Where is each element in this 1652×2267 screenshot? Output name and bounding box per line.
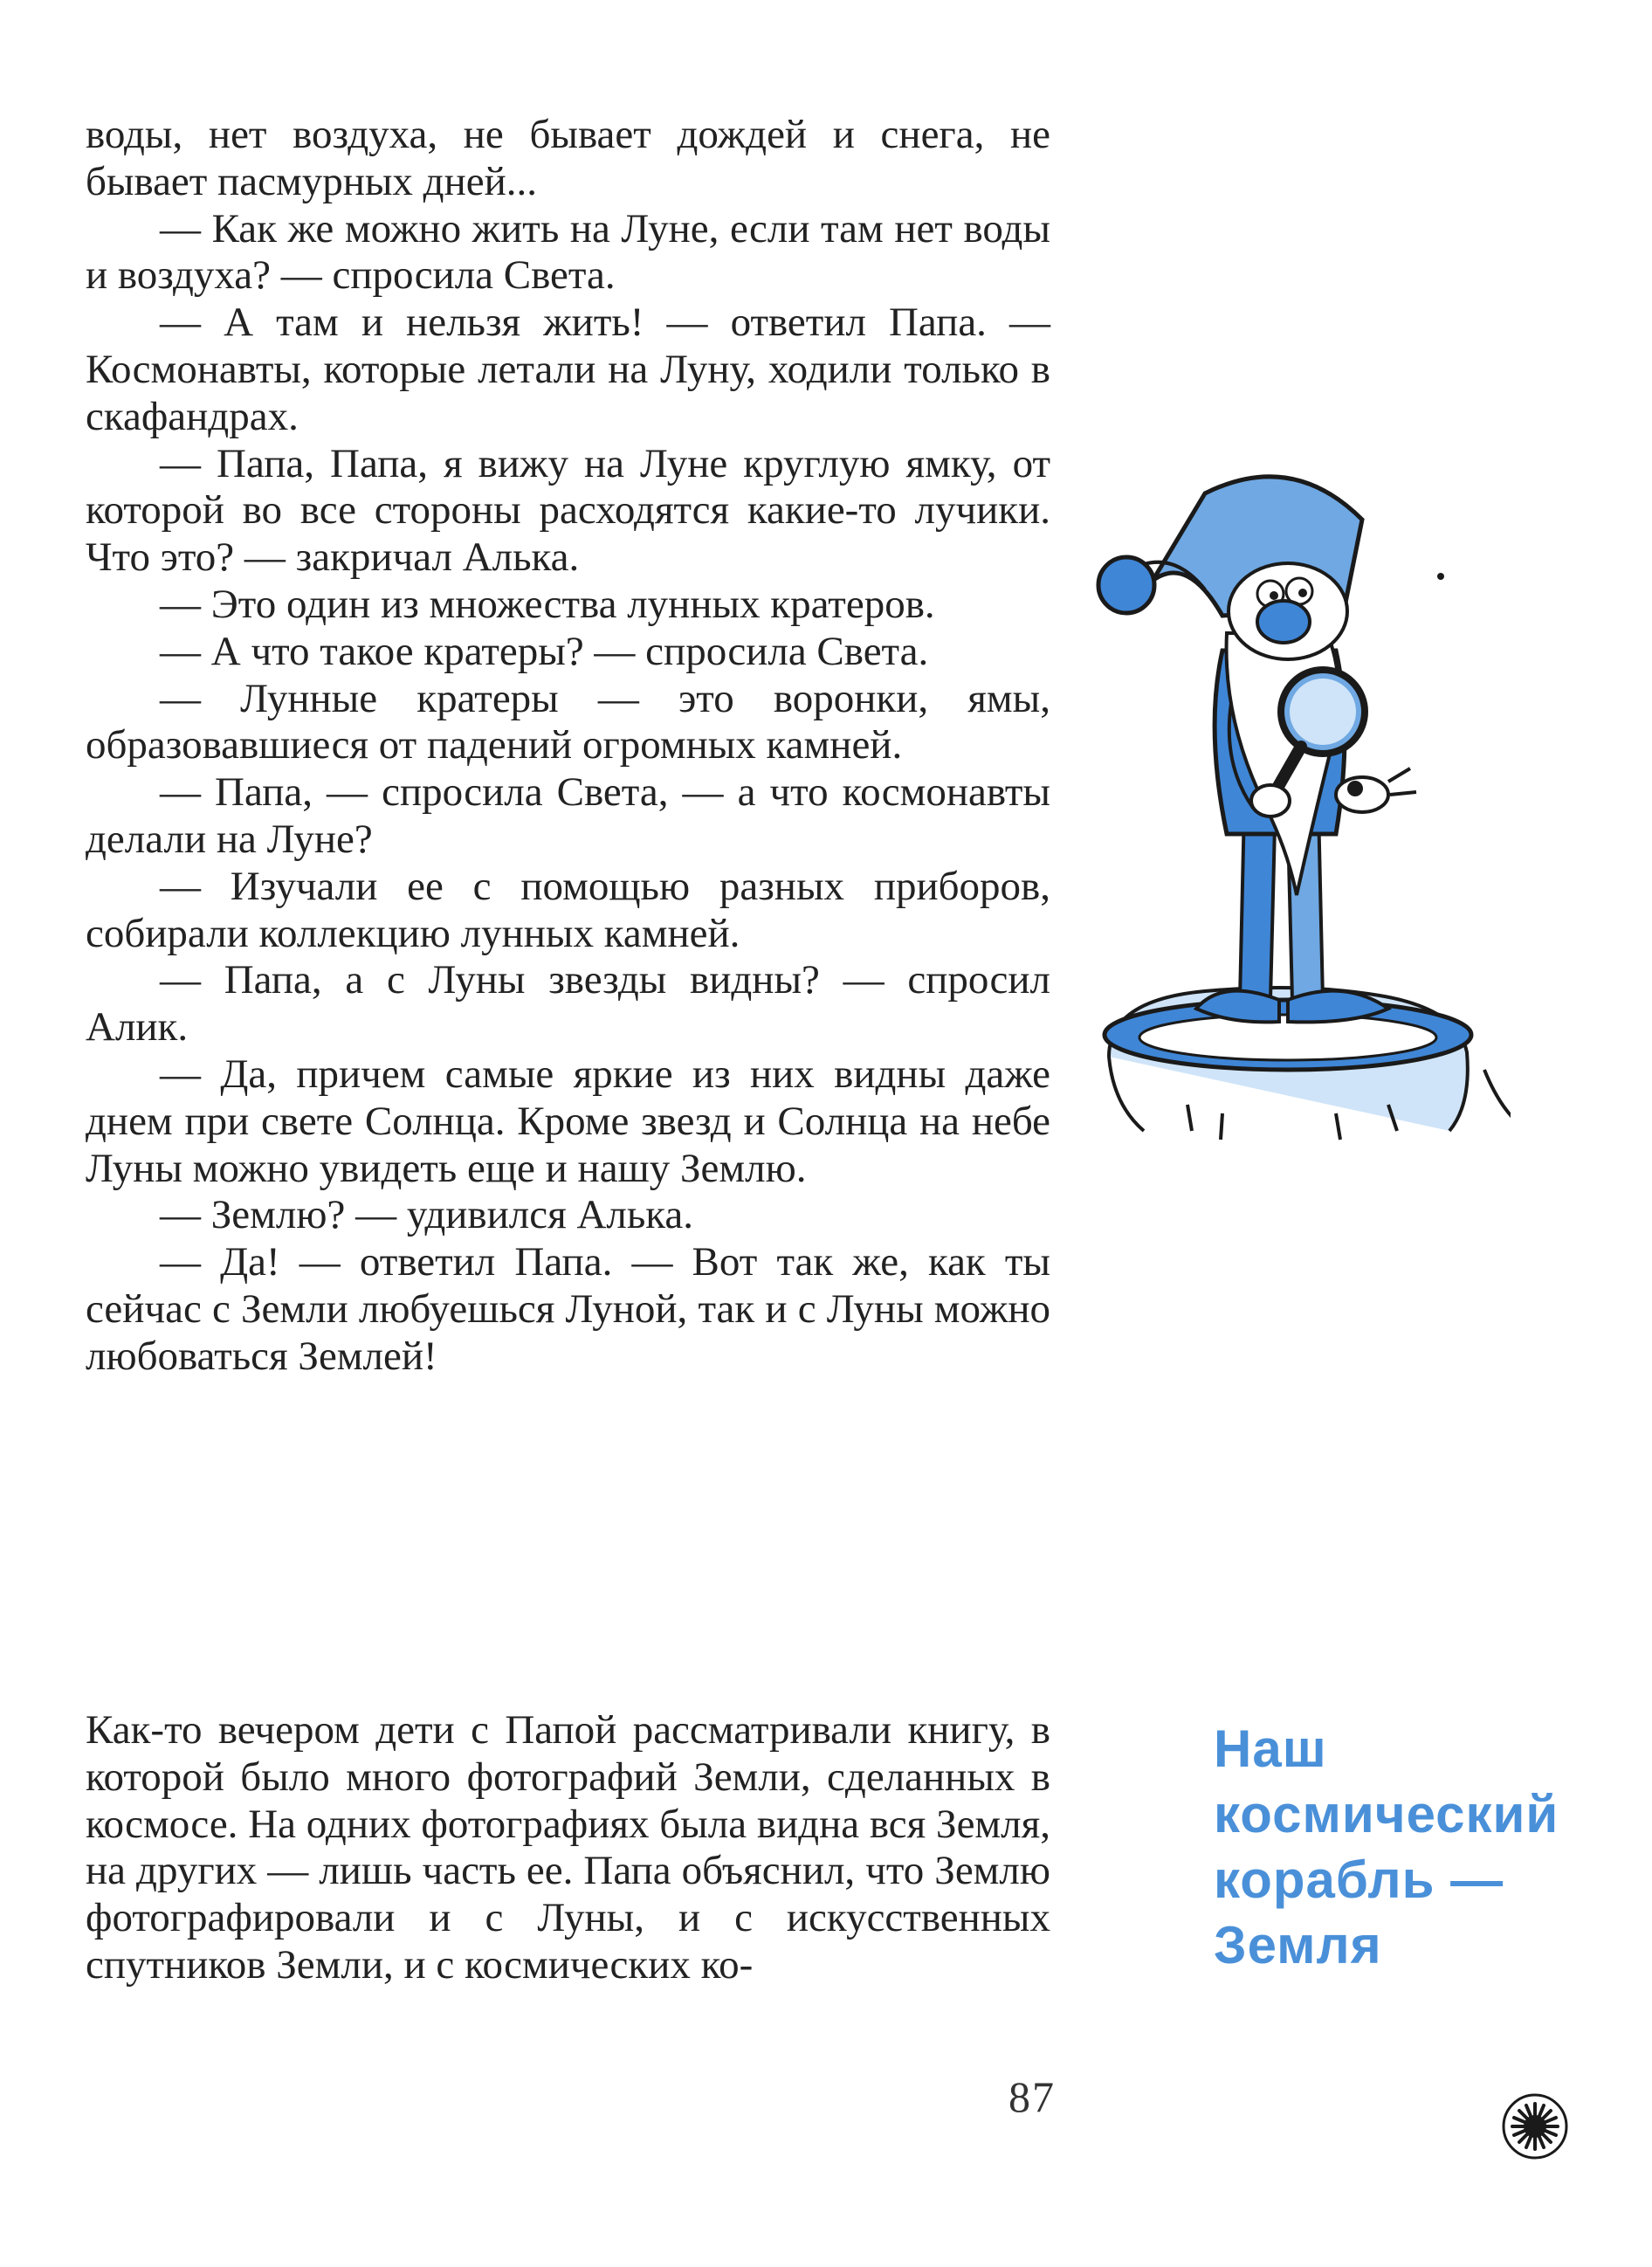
section-text (86, 1707, 1050, 1989)
story-paragraph: — А что такое кратеры? — спросила Света. (160, 628, 929, 674)
story-paragraph: — Лунные кратеры — это воронки, ямы, образовавшиеся от падений огромных камней. (86, 675, 1050, 768)
story-paragraph: — А там и нельзя жить! — ответил Папа. — Космонавты, которые летали на Луну, ходили только в скафандрах. (86, 300, 1050, 439)
story-paragraph: — Землю? — удивился Алька. (160, 1192, 694, 1238)
heading-line: Земля (1214, 1916, 1382, 1974)
story-paragraph: — Да! — ответил Папа. — Вот так же, как ты сейчас с Земли любуешься Луной, так и с Луны можно любоваться Землей! (86, 1239, 1050, 1379)
story-paragraph: — Папа, Папа, я вижу на Луне круглую ямку, от которой во все стороны расходятся какие-то лучики. Что это? — закричал Алька. (86, 440, 1050, 581)
page-number: 87 (1008, 2072, 1056, 2121)
section-paragraph: Как-то вечером дети с Папой рассматривали книгу, в которой было много фотографий Земли, сделанных в космосе. На одних фотографиях была видна вся Земля, на других — лишь часть ее. Папа объяснил, что Землю фотографировали и с Луны, и с искусственных спутников Земли, и с космических ко- (86, 1707, 1050, 1988)
story-paragraph: — Папа, — спросила Света, — а что космонавты делали на Луне? (86, 769, 1050, 862)
story-paragraph: — Это один из множества лунных кратеров. (160, 581, 935, 627)
story-paragraph: — Изучали ее с помощью разных приборов, собирали коллекцию лунных камней. (86, 863, 1050, 956)
story-paragraph: — Да, причем самые яркие из них видны даже днем при свете Солнца. Кроме звезд и Солнца на небе Луны можно увидеть еще и нашу Землю. (86, 1051, 1050, 1191)
gnome-illustration (1074, 441, 1511, 1157)
section-heading (1214, 1716, 1615, 1978)
heading-line: корабль — (1214, 1850, 1504, 1909)
heading-line: космический (1214, 1785, 1559, 1843)
story-paragraph: — Папа, а с Луны звезды видны? — спросил Алик. (86, 957, 1050, 1051)
story-text (86, 112, 1050, 1381)
story-paragraph: — Как же можно жить на Луне, если там нет воды и воздуха? — спросила Света. (86, 205, 1050, 299)
heading-line: Наш (1214, 1719, 1327, 1778)
story-paragraph: воды, нет воздуха, не бывает дождей и снега, не бывает пасмурных дней... (86, 112, 1050, 204)
sun-icon (1500, 2091, 1570, 2161)
